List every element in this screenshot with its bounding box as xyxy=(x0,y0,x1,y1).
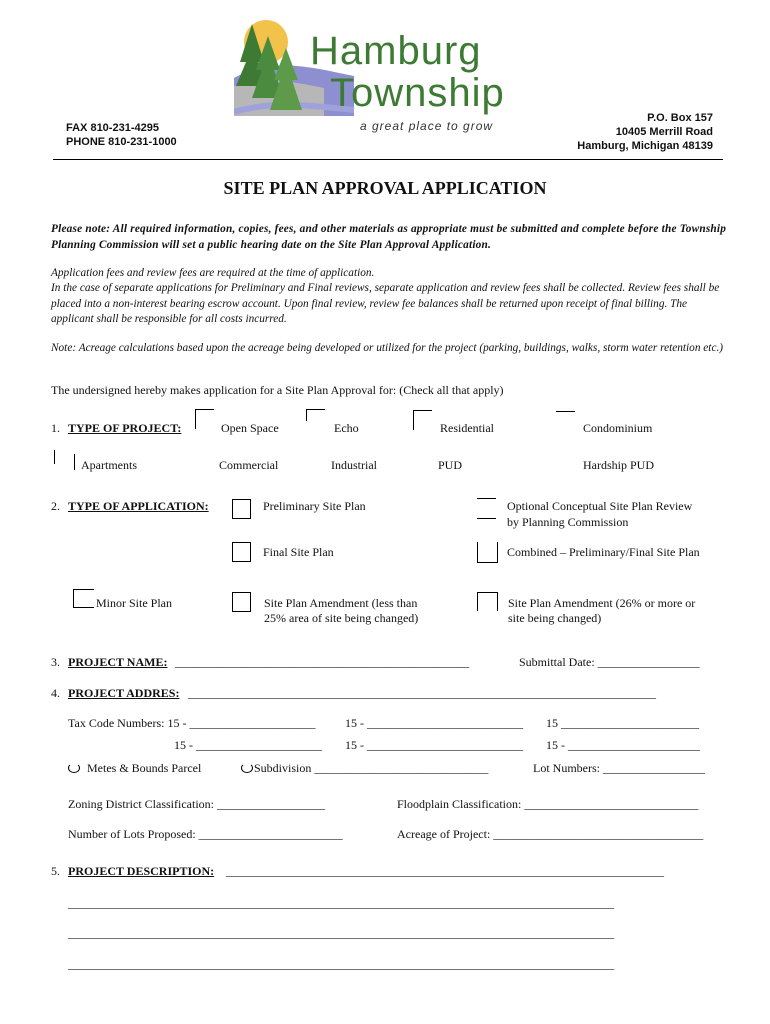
section-5-number: 5. xyxy=(51,864,60,878)
checkbox-amend-less[interactable] xyxy=(232,592,251,612)
checkbox-final[interactable] xyxy=(232,542,251,562)
acreage-note: Note: Acreage calculations based upon the acreage being developed or utilized for the project (parking, buildings, walks, storm water retention etc.) xyxy=(51,342,724,354)
section-4-number: 4. xyxy=(51,686,60,700)
checkbox-open-space[interactable] xyxy=(195,409,214,429)
option-echo: Echo xyxy=(334,421,359,435)
option-open-space: Open Space xyxy=(221,421,279,435)
zoning-field[interactable]: Zoning District Classification: __________________ xyxy=(68,797,325,811)
project-name-field[interactable]: _________________________________________________ xyxy=(175,655,469,669)
address-city: Hamburg, Michigan 48139 xyxy=(577,140,713,152)
checkbox-apartments[interactable] xyxy=(54,450,76,470)
header-divider xyxy=(53,159,723,160)
tax-code-2c[interactable]: 15 - ______________________ xyxy=(546,738,700,752)
option-condominium: Condominium xyxy=(583,421,653,435)
description-line-3[interactable]: ___________________________________________________________________________________________ xyxy=(68,957,614,971)
option-amend-more-1: Site Plan Amendment (26% or more or xyxy=(508,596,696,610)
application-intro: The undersigned hereby makes application for a Site Plan Approval for: (Check all that apply) xyxy=(51,383,504,397)
page-title: SITE PLAN APPROVAL APPLICATION xyxy=(223,178,547,198)
option-commercial[interactable]: Commercial xyxy=(219,458,279,472)
option-hardship-pud[interactable]: Hardship PUD xyxy=(583,458,654,472)
checkbox-optional-conceptual[interactable] xyxy=(477,498,497,520)
subdivision-field[interactable]: Subdivision _____________________________ xyxy=(254,761,489,775)
description-line-1[interactable]: ___________________________________________________________________________________________ xyxy=(68,896,614,910)
description-line-2[interactable]: ___________________________________________________________________________________________ xyxy=(68,926,614,940)
option-industrial[interactable]: Industrial xyxy=(331,458,377,472)
option-optional-conceptual-1: Optional Conceptual Site Plan Review xyxy=(507,499,693,513)
type-of-project-label: TYPE OF PROJECT: xyxy=(68,421,182,435)
checkbox-combined[interactable] xyxy=(477,542,498,563)
logo-tagline: a great place to grow xyxy=(360,119,494,133)
project-name-label: PROJECT NAME: xyxy=(68,655,168,669)
floodplain-field[interactable]: Floodplain Classification: _____________________________ xyxy=(397,797,699,811)
checkbox-residential[interactable] xyxy=(413,410,432,430)
section-1-number: 1. xyxy=(51,421,60,435)
checkbox-echo[interactable] xyxy=(306,409,325,421)
logo-name-line2: Township xyxy=(330,71,505,115)
tax-code-1b[interactable]: 15 - __________________________ xyxy=(345,716,523,730)
checkbox-condominium[interactable] xyxy=(556,411,575,412)
checkbox-minor[interactable] xyxy=(73,589,94,608)
checkbox-amend-more[interactable] xyxy=(477,592,498,611)
option-preliminary-site-plan: Preliminary Site Plan xyxy=(263,499,366,513)
fees-note-line2: In the case of separate applications for Preliminary and Final reviews, separate application and review fees shall be collected. Review fees shall be placed into a non-interest bearing escrow account. Upon final review, review fee balances shall be returned upon receipt of final billing. The applicant shall be responsible for all costs incurred. xyxy=(51,282,720,325)
fax-number: FAX 810-231-4295 xyxy=(66,122,159,134)
number-of-lots-field[interactable]: Number of Lots Proposed: ________________________ xyxy=(68,827,343,841)
lot-numbers-field[interactable]: Lot Numbers: _________________ xyxy=(533,761,705,775)
option-optional-conceptual-2: by Planning Commission xyxy=(507,515,629,529)
acreage-field[interactable]: Acreage of Project: ___________________________________ xyxy=(397,827,704,841)
type-of-application-label: TYPE OF APPLICATION: xyxy=(68,499,209,513)
submittal-date-field[interactable]: Submittal Date: _________________ xyxy=(519,655,700,669)
option-amend-less-1: Site Plan Amendment (less than xyxy=(264,596,418,610)
radio-metes-bounds[interactable] xyxy=(68,763,80,773)
address-street: 10405 Merrill Road xyxy=(615,126,713,138)
option-metes-bounds: Metes & Bounds Parcel xyxy=(87,761,202,775)
township-logo xyxy=(234,16,538,134)
tax-code-1a[interactable]: Tax Code Numbers: 15 - _____________________ xyxy=(68,716,316,730)
radio-subdivision[interactable] xyxy=(241,763,253,773)
option-amend-less-2: 25% area of site being changed) xyxy=(264,611,419,625)
tax-code-2b[interactable]: 15 - __________________________ xyxy=(345,738,523,752)
fees-note-line1: Application fees and review fees are required at the time of application. xyxy=(51,267,375,279)
address-po-box: P.O. Box 157 xyxy=(647,112,713,124)
section-2-number: 2. xyxy=(51,499,60,513)
checkbox-preliminary[interactable] xyxy=(232,499,251,519)
project-description-field[interactable]: _________________________________________________________________________ xyxy=(226,864,664,878)
project-address-label: PROJECT ADDRES: xyxy=(68,686,180,700)
option-apartments: Apartments xyxy=(81,458,137,472)
option-minor-site-plan: Minor Site Plan xyxy=(96,596,173,610)
project-description-label: PROJECT DESCRIPTION: xyxy=(68,864,215,878)
option-amend-more-2: site being changed) xyxy=(508,611,602,625)
phone-number: PHONE 810-231-1000 xyxy=(66,136,177,148)
option-final-site-plan: Final Site Plan xyxy=(263,545,334,559)
tax-code-1c[interactable]: 15 _______________________ xyxy=(546,716,699,730)
logo-name-line1: Hamburg xyxy=(310,29,482,73)
project-address-field[interactable]: ______________________________________________________________________________ xyxy=(188,686,656,700)
section-3-number: 3. xyxy=(51,655,60,669)
option-residential: Residential xyxy=(440,421,494,435)
tax-code-2a[interactable]: 15 - _____________________ xyxy=(174,738,322,752)
required-materials-note: Please note: All required information, copies, fees, and other materials as appropriate must be submitted and complete before the Township Planning Commission will set a public hearing date on the Site Plan Approval Application. xyxy=(51,223,727,251)
option-combined: Combined – Preliminary/Final Site Plan xyxy=(507,545,700,559)
option-pud[interactable]: PUD xyxy=(438,458,463,472)
